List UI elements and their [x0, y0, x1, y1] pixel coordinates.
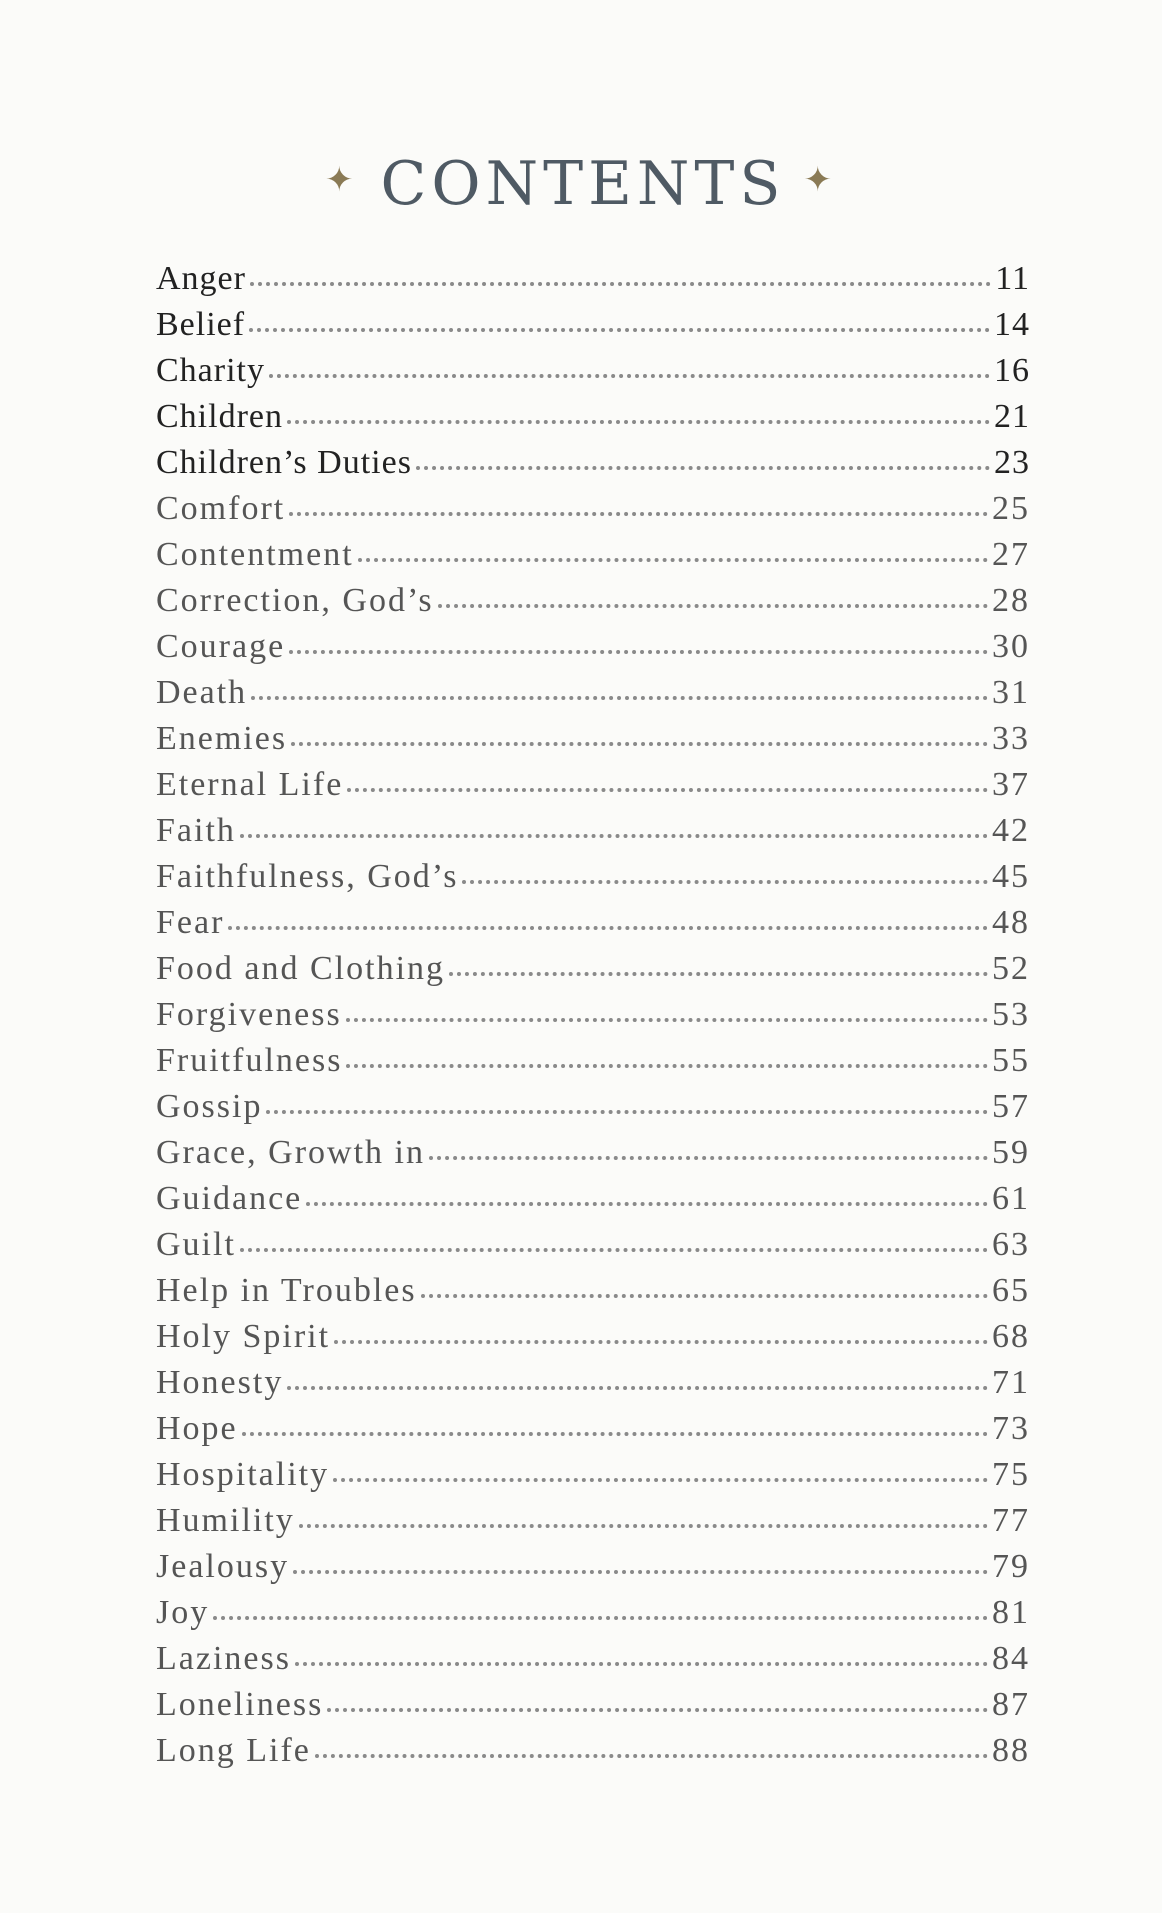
dot-leader: [416, 466, 990, 470]
toc-entry: [156, 1682, 1030, 1728]
toc-entry-label: Honesty: [156, 1364, 284, 1401]
dot-leader: [358, 558, 988, 562]
toc-entry-label: Laziness: [156, 1640, 291, 1677]
table-of-contents: [156, 256, 1030, 1774]
toc-entry-page-number: 81: [992, 1594, 1030, 1631]
toc-entry-page-number: 16: [994, 352, 1030, 389]
toc-entry: [156, 1176, 1030, 1222]
toc-entry-label: Belief: [156, 306, 246, 343]
toc-entry-page-number: 59: [992, 1134, 1030, 1171]
toc-entry-label: Anger: [156, 260, 246, 297]
toc-entry: [156, 1222, 1030, 1268]
toc-entry-page-number: 79: [992, 1548, 1030, 1585]
toc-entry-label: Jealousy: [156, 1548, 290, 1585]
toc-entry: [156, 1130, 1030, 1176]
toc-entry-label: Fear: [156, 904, 225, 941]
dot-leader: [347, 788, 988, 792]
dot-leader: [291, 742, 988, 746]
toc-entry-page-number: 42: [992, 812, 1030, 849]
dot-leader: [266, 1110, 988, 1114]
toc-entry-page-number: 68: [992, 1318, 1030, 1355]
toc-entry-page-number: 87: [992, 1686, 1030, 1723]
toc-entry: [156, 1590, 1030, 1636]
toc-entry-page-number: 84: [992, 1640, 1030, 1677]
toc-entry-page-number: 65: [992, 1272, 1030, 1309]
dot-leader: [421, 1294, 988, 1298]
dot-leader: [346, 1018, 988, 1022]
toc-entry-label: Children’s Duties: [156, 444, 412, 481]
toc-entry-label: Humility: [156, 1502, 295, 1539]
contents-heading: [0, 140, 1162, 224]
toc-entry: [156, 1728, 1030, 1774]
toc-entry-page-number: 53: [992, 996, 1030, 1033]
toc-entry-page-number: 11: [995, 260, 1030, 297]
toc-entry-page-number: 63: [992, 1226, 1030, 1263]
toc-entry-label: Children: [156, 398, 283, 435]
toc-entry-label: Courage: [156, 628, 286, 665]
toc-entry: [156, 1636, 1030, 1682]
toc-entry-label: Correction, God’s: [156, 582, 434, 619]
dot-leader: [334, 1340, 988, 1344]
toc-entry-label: Contentment: [156, 536, 354, 573]
toc-entry: [156, 624, 1030, 670]
page-title: CONTENTS: [380, 149, 786, 220]
toc-entry-page-number: 77: [992, 1502, 1030, 1539]
toc-entry: [156, 348, 1030, 394]
toc-entry-page-number: 25: [992, 490, 1030, 527]
toc-entry-label: Forgiveness: [156, 996, 342, 1033]
dot-leader: [449, 972, 988, 976]
toc-entry: [156, 716, 1030, 762]
toc-entry-page-number: 57: [992, 1088, 1030, 1125]
dot-leader: [289, 650, 988, 654]
dot-leader: [293, 1570, 988, 1574]
toc-entry: [156, 578, 1030, 624]
toc-entry: [156, 394, 1030, 440]
toc-entry: [156, 808, 1030, 854]
toc-entry-page-number: 48: [992, 904, 1030, 941]
toc-entry-page-number: 14: [994, 306, 1030, 343]
toc-entry-label: Enemies: [156, 720, 288, 757]
toc-entry: [156, 1268, 1030, 1314]
toc-entry: [156, 670, 1030, 716]
toc-entry-label: Guilt: [156, 1226, 236, 1263]
toc-entry-label: Loneliness: [156, 1686, 324, 1723]
toc-entry-page-number: 88: [992, 1732, 1030, 1769]
dot-leader: [240, 834, 988, 838]
toc-entry-page-number: 45: [992, 858, 1030, 895]
dot-leader: [429, 1156, 988, 1160]
dot-leader: [213, 1616, 988, 1620]
toc-entry: [156, 946, 1030, 992]
toc-entry-page-number: 21: [994, 398, 1030, 435]
toc-entry-page-number: 73: [992, 1410, 1030, 1447]
toc-entry-label: Charity: [156, 352, 265, 389]
toc-entry-label: Fruitfulness: [156, 1042, 343, 1079]
dot-leader: [299, 1524, 988, 1528]
toc-entry-page-number: 31: [992, 674, 1030, 711]
dot-leader: [228, 926, 988, 930]
toc-entry-label: Grace, Growth in: [156, 1134, 425, 1171]
dot-leader: [315, 1754, 988, 1758]
toc-entry-page-number: 55: [992, 1042, 1030, 1079]
dot-leader: [249, 328, 990, 332]
toc-entry-label: Eternal Life: [156, 766, 344, 803]
toc-entry-page-number: 23: [994, 444, 1030, 481]
toc-entry: [156, 486, 1030, 532]
dot-leader: [287, 420, 990, 424]
toc-entry-page-number: 37: [992, 766, 1030, 803]
toc-entry: [156, 1084, 1030, 1130]
toc-entry: [156, 1314, 1030, 1360]
toc-entry: [156, 440, 1030, 486]
dot-leader: [251, 696, 988, 700]
toc-entry-page-number: 75: [992, 1456, 1030, 1493]
dot-leader: [250, 282, 991, 286]
toc-entry: [156, 532, 1030, 578]
dot-leader: [346, 1064, 988, 1068]
toc-entry-page-number: 71: [992, 1364, 1030, 1401]
toc-entry: [156, 762, 1030, 808]
toc-entry-label: Hope: [156, 1410, 238, 1447]
toc-entry-label: Hospitality: [156, 1456, 330, 1493]
toc-entry: [156, 1038, 1030, 1084]
toc-entry-label: Help in Troubles: [156, 1272, 417, 1309]
dot-leader: [289, 512, 988, 516]
toc-entry-page-number: 27: [992, 536, 1030, 573]
toc-entry-label: Faithfulness, God’s: [156, 858, 459, 895]
toc-entry-label: Holy Spirit: [156, 1318, 331, 1355]
toc-entry: [156, 854, 1030, 900]
dot-leader: [333, 1478, 988, 1482]
dot-leader: [240, 1248, 988, 1252]
toc-entry-label: Long Life: [156, 1732, 311, 1769]
toc-entry-page-number: 33: [992, 720, 1030, 757]
toc-entry-page-number: 30: [992, 628, 1030, 665]
diamond-ornament-icon: ✦: [324, 160, 359, 201]
toc-entry: [156, 302, 1030, 348]
toc-entry-label: Food and Clothing: [156, 950, 446, 987]
toc-entry: [156, 256, 1030, 302]
toc-entry: [156, 1498, 1030, 1544]
toc-entry-page-number: 61: [992, 1180, 1030, 1217]
toc-entry: [156, 1360, 1030, 1406]
dot-leader: [295, 1662, 988, 1666]
dot-leader: [327, 1708, 988, 1712]
diamond-ornament-icon: ✦: [803, 160, 838, 201]
toc-entry-label: Joy: [156, 1594, 210, 1631]
toc-entry-label: Comfort: [156, 490, 286, 527]
dot-leader: [306, 1202, 988, 1206]
toc-entry: [156, 1406, 1030, 1452]
toc-entry-label: Faith: [156, 812, 236, 849]
dot-leader: [287, 1386, 988, 1390]
toc-entry: [156, 992, 1030, 1038]
toc-entry-label: Death: [156, 674, 248, 711]
toc-entry: [156, 1452, 1030, 1498]
dot-leader: [242, 1432, 988, 1436]
toc-entry-label: Guidance: [156, 1180, 303, 1217]
toc-entry: [156, 1544, 1030, 1590]
toc-entry-label: Gossip: [156, 1088, 263, 1125]
toc-entry-page-number: 28: [992, 582, 1030, 619]
toc-entry: [156, 900, 1030, 946]
toc-entry-page-number: 52: [992, 950, 1030, 987]
dot-leader: [462, 880, 988, 884]
dot-leader: [438, 604, 988, 608]
dot-leader: [269, 374, 990, 378]
